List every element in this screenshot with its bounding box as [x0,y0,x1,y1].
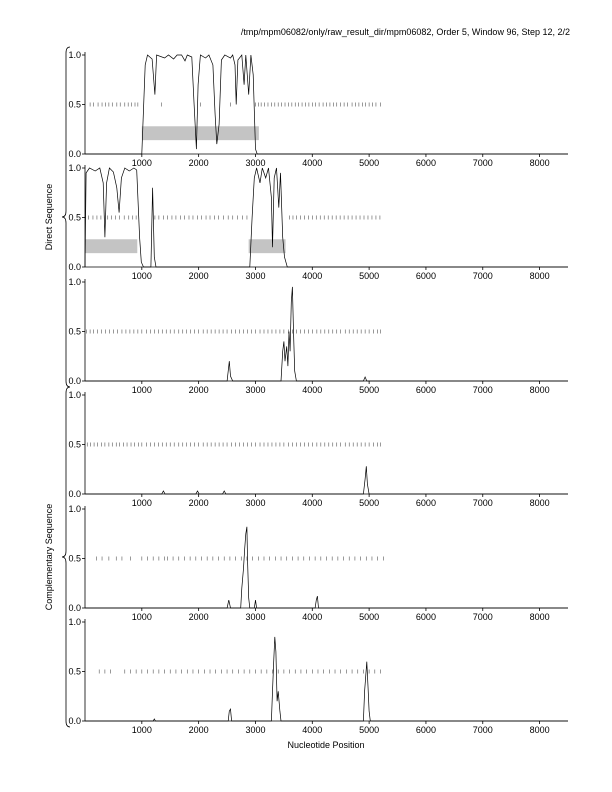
y-tick-label: 0.0 [68,149,81,159]
y-tick-label: 0.5 [68,666,81,677]
x-tick-label: 6000 [415,271,436,281]
series-line [85,527,568,608]
x-tick-label: 3000 [245,612,266,622]
x-tick-label: 4000 [302,612,323,622]
y-tick-label: 0.5 [68,212,81,223]
series-line [85,637,568,721]
x-tick-label: 4000 [302,271,323,281]
x-tick-label: 8000 [529,158,550,168]
x-tick-label: 8000 [529,385,550,395]
y-tick-label: 0.5 [68,439,81,450]
x-tick-label: 7000 [472,725,493,735]
x-axis-label: Nucleotide Position [287,740,365,750]
panel-complementary-frame-2 [68,504,568,622]
y-tick-label: 0.0 [68,489,81,499]
x-tick-label: 8000 [529,271,550,281]
x-tick-label: 4000 [302,498,323,508]
panel-direct-frame-3 [68,277,568,395]
panel-direct-frame-2 [68,163,568,281]
y-tick-label: 0.0 [68,262,81,272]
x-tick-label: 1000 [131,158,152,168]
x-tick-label: 6000 [415,498,436,508]
x-tick-label: 5000 [359,498,380,508]
x-tick-label: 4000 [302,725,323,735]
x-tick-label: 2000 [188,271,209,281]
y-tick-label: 0.0 [68,716,81,726]
x-tick-label: 6000 [415,158,436,168]
x-tick-label: 6000 [415,612,436,622]
x-tick-label: 8000 [529,725,550,735]
x-tick-label: 1000 [131,725,152,735]
y-tick-label: 0.0 [68,376,81,386]
panel-container [68,50,568,735]
y-tick-label: 1.0 [68,163,81,173]
x-tick-label: 2000 [188,725,209,735]
orf-bar [85,239,137,253]
x-tick-label: 3000 [245,158,266,168]
x-tick-label: 1000 [131,612,152,622]
group-label: Complementary Sequence [44,503,54,611]
y-tick-label: 1.0 [68,277,81,287]
chart-title: /tmp/mpm06082/only/raw_result_dir/mpm06082, Order 5, Window 96, Step 12, 2/2 [240,27,570,37]
panel-direct-frame-1 [68,50,568,168]
x-tick-label: 4000 [302,158,323,168]
x-tick-label: 7000 [472,158,493,168]
y-tick-label: 0.5 [68,326,81,337]
x-tick-label: 3000 [245,385,266,395]
group-brackets [44,47,70,727]
x-tick-label: 8000 [529,612,550,622]
x-tick-label: 7000 [472,498,493,508]
x-tick-label: 7000 [472,612,493,622]
x-tick-label: 6000 [415,725,436,735]
x-tick-label: 5000 [359,612,380,622]
x-tick-label: 8000 [529,498,550,508]
x-tick-label: 1000 [131,271,152,281]
y-tick-label: 0.5 [68,99,81,110]
y-tick-label: 1.0 [68,504,81,514]
x-tick-label: 2000 [188,612,209,622]
x-tick-label: 5000 [359,385,380,395]
series-line [85,168,568,267]
y-tick-label: 0.0 [68,603,81,613]
x-tick-label: 5000 [359,725,380,735]
x-tick-label: 2000 [188,385,209,395]
series-line [85,287,568,381]
orf-bar [249,239,286,253]
x-tick-label: 6000 [415,385,436,395]
x-tick-label: 4000 [302,385,323,395]
x-tick-label: 3000 [245,498,266,508]
x-tick-label: 2000 [188,498,209,508]
y-tick-label: 1.0 [68,50,81,60]
x-tick-label: 3000 [245,271,266,281]
panel-complementary-frame-3 [68,617,568,735]
orf-bar [142,126,259,140]
group-label: Direct Sequence [44,183,54,251]
x-tick-label: 1000 [131,498,152,508]
x-tick-label: 5000 [359,271,380,281]
x-tick-label: 2000 [188,158,209,168]
x-tick-label: 7000 [472,385,493,395]
y-tick-label: 1.0 [68,390,81,400]
y-tick-label: 1.0 [68,617,81,627]
x-tick-label: 5000 [359,158,380,168]
x-tick-label: 7000 [472,271,493,281]
x-tick-label: 3000 [245,725,266,735]
x-tick-label: 1000 [131,385,152,395]
y-tick-label: 0.5 [68,553,81,564]
series-line [85,466,568,494]
panel-complementary-frame-1 [68,390,568,508]
